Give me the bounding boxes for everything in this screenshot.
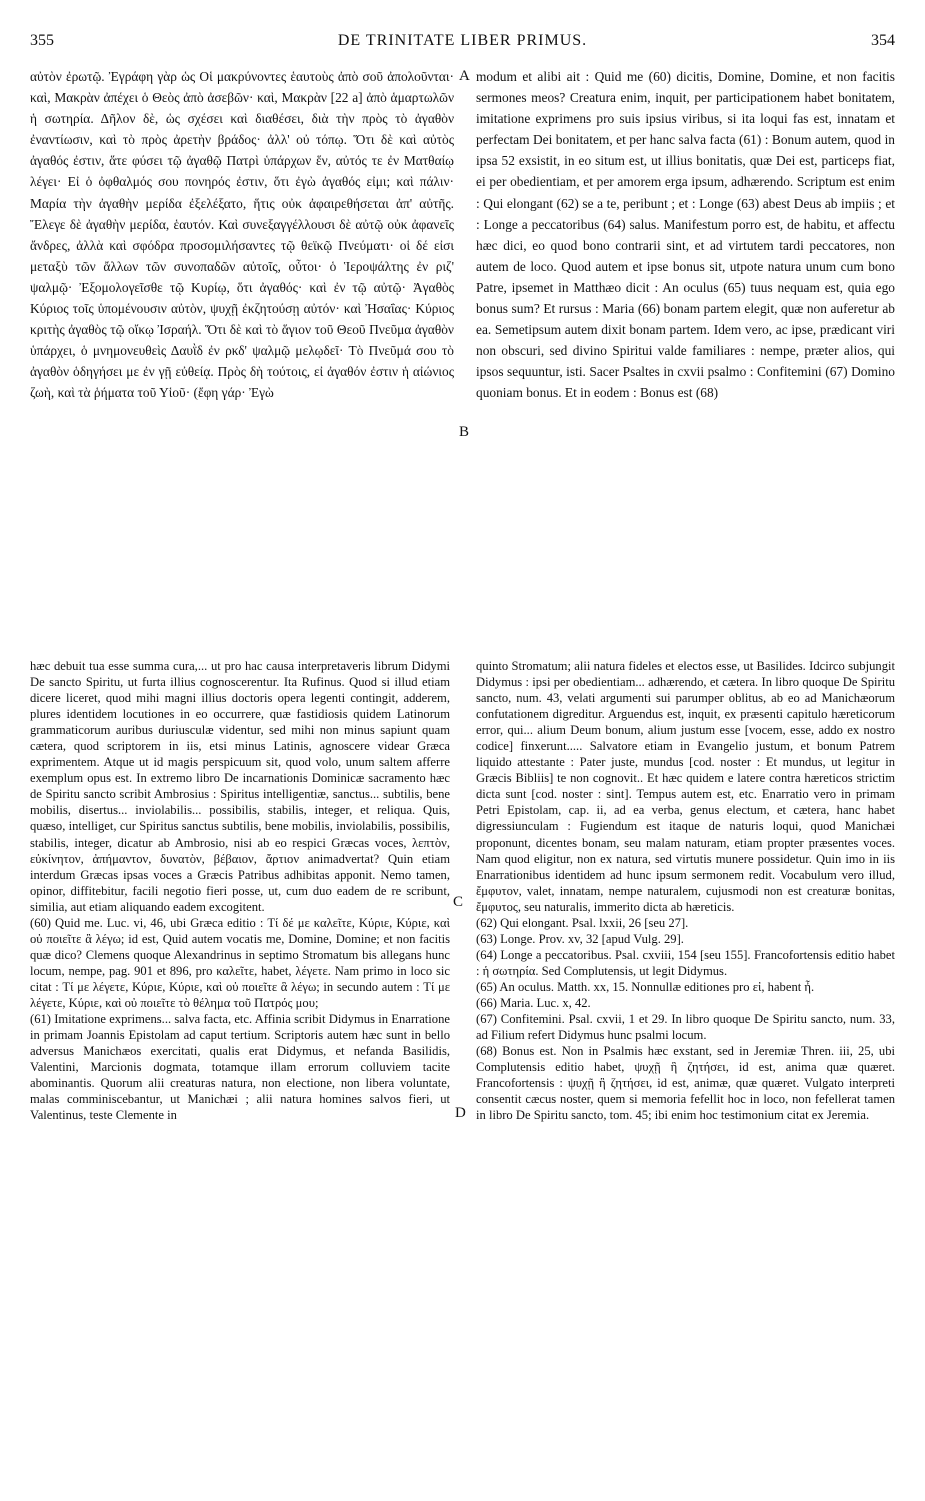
section-marker-c: C xyxy=(453,894,464,910)
note-paragraph: (61) Imitatione exprimens... salva facta, etc. Affinia scribit Didymus in Enarratione in primam Joannis Epistolam ad caput tertium. Scriptoris autem hæc sunt in bello adversus Manichæos exercitati, qualis erat Didymus, et nefanda Basilidis, Valentini, Marcionis dogmata, totamque illam errorum colluviem tacite abominantis. Quorum alii creaturas natura, non electione, non libera voluntate, malas comminiscebantur, ut Manichæi ; alii natura homines salvos fieri, ut Valentinus, teste Clemente in xyxy=(30,1012,450,1123)
note-paragraph: (64) Longe a peccatoribus. Psal. cxviii, 154 [seu 155]. Francofortensis editio habet : ἡ σωτηρία. Sed Complutensis, ut legit Didymus. xyxy=(476,947,895,978)
note-paragraph: (65) An oculus. Matth. xx, 15. Nonnullæ editiones pro εἰ, habent ἦ. xyxy=(476,979,815,994)
note-paragraph: (63) Longe. Prov. xv, 32 [apud Vulg. 29]. xyxy=(476,931,684,946)
page-number-right: 354 xyxy=(871,32,895,49)
page-number-left: 355 xyxy=(30,32,54,49)
greek-text-column xyxy=(30,66,454,641)
note-paragraph: (66) Maria. Luc. x, 42. xyxy=(476,995,591,1010)
note-paragraph: (68) Bonus est. Non in Psalmis hæc exstant, sed in Jeremiæ Thren. iii, 25, ubi Complutensis editio habet, ψυχῇ ἣ ζητήσει, id est, anima quæ quæret. Francofortensis : ψυχῇ ἣ ζητήσει, id est, animæ, quæ quæret. Vulgato interpreti consentit cæcus noster, quem si memoria fefellit hoc in loco, non fefellerat tamen in libro De Spiritu sancto, tom. 45; ibi enim hoc testimonium citat ex Jeremia. xyxy=(476,1044,895,1123)
note-paragraph: (62) Qui elongant. Psal. lxxii, 26 [seu 27]. xyxy=(476,915,689,930)
note-paragraph: (60) Quid me. Luc. vi, 46, ubi Græca editio : Τί δέ με καλεῖτε, Κύριε, Κύριε, καὶ οὐ ποιεῖτε ἃ λέγω; id est, Quid autem vocatis me, Domine, Domine; et non facitis quæ dico? Clemens quoque Alexandrinus in septimo Stromatum bis allegans hunc locum, nempe, pag. 901 et 896, pro καλεῖτε, habet, λέγετε. Nam primo in loco sic citat : Τί με λέγετε, Κύριε, Κύριε, καὶ οὐ ποιεῖτε ἃ λέγω; in secundo autem : Τί με λέγετε, Κύριε, καὶ οὐ ποιεῖτε τὸ θέλημα τοῦ Πατρός μου; xyxy=(30,915,450,1010)
note-paragraph: hæc debuit tua esse summa cura,... ut pro hac causa interpretaveris librum Didymi De sancto Spiritu, ut furta illius cognoscerentur. Ita Rufinus. Quod si illud etiam dicere liceret, quod mihi magni illius doctoris opera legenti contingit, adderem, plures identidem locutiones in eo occurrere, quæ fastidiosis quidem Latinorum grammaticorum auribus duriusculæ videntur, sed mihi non minus sapiunt quam cætera, quod scriptorem in iis, etsi minus Latinis, agnoscere videar Græca exprimentem. Atque ut id magis perspicuum sit, quod volo, unum saltem afferre exemplum opus est. In extremo libro De incarnationis Dominicæ sacramento hæc de Spiritu sancto scribit Ambrosius : Spiritus intelligentiæ, sanctus... subtilis, bene mobilis, disertus... inviolabilis... possibilis, stabilis, integer, et reliqua. Quis, quæso, intelliget, cur Spiritus sanctus subtilis, bene mobilis, inviolabilis, possibilis, stabilis, integer, dicatur ab Ambrosio, nisi ab eo respici Græcas voces, λεπτὸν, εὐκίνητον, ἀπήμαντον, δυνατὸν, βέβαιον, ἄρτιον animadvertat? Quin etiam interdum Græcas ipsas voces a Græcis Patribus adhibitas apponit. Nemo tamen, opinor, diffitebitur, facili negotio fieri posse, ut, cum duo eadem de re scribunt, similia, aut etiam aliquando eadem excogitent. xyxy=(30,659,450,914)
note-paragraph: (67) Confitemini. Psal. cxvii, 1 et 29. In libro quoque De Spiritu sancto, num. 33, ad Filium refert Didymus hunc psalmi locum. xyxy=(476,1012,895,1043)
running-title: DE TRINITATE LIBER PRIMUS. xyxy=(337,32,588,49)
notes-column-right xyxy=(476,658,895,1488)
note-paragraph: quinto Stromatum; alii natura fideles et electos esse, ut Basilides. Idcirco subjungit Didymus : ipsi per obedientiam... adhærendo, et cætera. In libro quoque De Spiritu sancto, num. 43, velati argumenti sui parumper oblitus, ab eo ad Manichæorum confutationem digreditur. Arguendus est, inquit, ex præsenti capitulo hæreticorum error, qui... alium Deum bonum, alium justum esse [vocem, esse, addo ex nostro codice] finxerunt..... Salvatore etiam in Evangelio justum, et bonum Patrem liquido attestante : Pater juste, mundus [cod. noster : Et mundus, ut legitur in Græcis Bibliis] te non cognovit.. Et hæc quidem e latere contra hæreticos strictim dicta sunt [cod. noster : sint]. Tempus autem est, etc. Enarratio vero in primam Petri Epistolam, cap. ii, ad ea verba, genus electum, et cætera, hanc habet digressiunculam : Fugiendum est itaque de naturis loqui, quod Manichæi proponunt, dicentes bonam, seu malam naturam, etiam propter præsentes voces. Nam quod eligitur, non ex natura, sed virtutis munere possidetur. Quin imo in iis Enarrationibus identidem ad hunc ipsum sermonem redit. Vocabulum vero illud, ἔμφυτον, valet, innatam, nempe naturalem, cujusmodi non est creaturæ bonitas, ἔμφυτος, seu naturalis, immerito dicta ab hæreticis. xyxy=(476,659,895,914)
notes-column-left xyxy=(30,658,450,1488)
latin-text-column xyxy=(476,66,895,641)
section-marker-a: A xyxy=(459,68,470,84)
section-marker-d: D xyxy=(455,1105,466,1121)
greek-paragraph: αὐτὸν ἐρωτῷ. Ἐγράφη γὰρ ὡς Οἱ μακρύνοντες ἑαυτοὺς ἀπὸ σοῦ ἀπολοῦνται· καὶ, Μακρὰν ἀπέχει ὁ Θεὸς ἀπὸ ἀσεβῶν· καὶ, Μακρὰν [22 a] ἀπὸ ἁμαρτωλῶν ἡ σωτηρία. Δῆλον δὲ, ὡς σχέσει καὶ διαθέσει, διὰ τὴν πρὸς τὸ ἀγαθὸν ἐναντίωσιν, καὶ τὸ πρὸς ἀρετὴν βράδος· ἀλλ' οὐ τόπῳ. Ὅτι δὲ καὶ αὐτὸς ἀγαθός ἐστιν, ἅτε φύσει τῷ ἀγαθῷ Πατρὶ ὑπάρχων ἕν, αὐτός τε ἐν Ματθαίῳ λέγει· Εἰ ὁ ὀφθαλμός σου πονηρός ἐστιν, ὅτι ἐγὼ ἀγαθός εἰμι; καὶ πάλιν· Μαρία τὴν ἀγαθὴν μερίδα ἐξελέξατο, ἥτις οὐκ ἀφαιρεθήσεται ἀπ' αὐτῆς. Ἔλεγε δὲ ἀγαθὴν μερίδα, ἑαυτόν. Καὶ συνεξαγγέλλουσι δὲ αὐτῷ οὐκ ἀφανεῖς ἄνδρες, ἀλλὰ καὶ σφόδρα προσομιλήσαντες τῷ θεϊκῷ Πνεύματι· οἱ δέ εἰσι μεταξὺ τῶν ἄλλων τῶν συνοπαδῶν αὐτοῖς, οὗτοι· ὁ Ἱεροψάλτης ἐν ριζ' ψαλμῷ· Ἐξομολογεῖσθε τῷ Κυρίῳ, ὅτι ἀγαθός· καὶ ἐν τῷ αὐτῷ· Ἀγαθὸς Κύριος τοῖς ὑπομένουσιν αὐτὸν, ψυχῇ ἐκζητούσῃ αὐτόν· καὶ Ἠσαΐας· Κύριος κριτὴς ἀγαθὸς τῷ οἴκῳ Ἰσραήλ. Ὅτι δὲ καὶ τὸ ἅγιον τοῦ Θεοῦ Πνεῦμα ἀγαθὸν ὑπάρχει, ὁ μνημονευθεὶς Δαυῒδ ἐν ρκδ' ψαλμῷ μελῳδεῖ· Τὸ Πνεῦμά σου τὸ ἀγαθὸν ὁδηγήσει με ἐν γῇ εὐθείᾳ. Πρὸς δὴ τούτοις, εἰ ἀγαθόν ἐστιν ἡ αἰώνιος ζωὴ, καὶ τὰ ῥήματα τοῦ Υἱοῦ· (ἔφη γάρ· Ἐγὼ xyxy=(30,69,454,401)
section-marker-b: B xyxy=(459,424,470,440)
running-header xyxy=(30,32,895,54)
latin-paragraph: modum et alibi ait : Quid me (60) dicitis, Domine, Domine, et non facitis sermones meos? Creatura enim, inquit, per participationem habet bonitatem, imitatione exprimens pro suis ipsius viribus, si ita loqui fas est, innatam et perfectam Dei bonitatem, et per hanc salva facta (61) : Bonum autem, quod in ipsa 52 exsistit, in eo situm est, ut illius bonitatis, quæ Dei est, particeps fiat, ei per obedientiam, et per amorem erga ipsum, adhærendo. Scriptum est enim : Qui elongant (62) se a te, peribunt ; et : Longe (63) abest Deus ab impiis ; et : Longe a peccatoribus (64) salus. Manifestum porro est, de habitu, et affectu hæc dici, eo quod bono contrarii sint, et ad virtutem tardi peccatores, non autem de loco. Quod autem et ipse bonus sit, utpote natura unum cum bono Patre, ipsemet in Matthæo dicit : An oculus (65) tuus nequam est, quia ego bonus sum? Et rursus : Maria (66) bonam partem elegit, quæ non auferetur ab ea. Semetipsum autem dixit bonam partem. Idem vero, ac ipse, prædicant viri non obscuri, sed divino Spiritui valde familiares : nempe, præter alios, qui ipsos sequuntur, isti. Sacer Psaltes in cxvii psalmo : Confitemini (67) Domino quoniam bonus. Et in eodem : Bonus est (68) xyxy=(476,69,895,401)
